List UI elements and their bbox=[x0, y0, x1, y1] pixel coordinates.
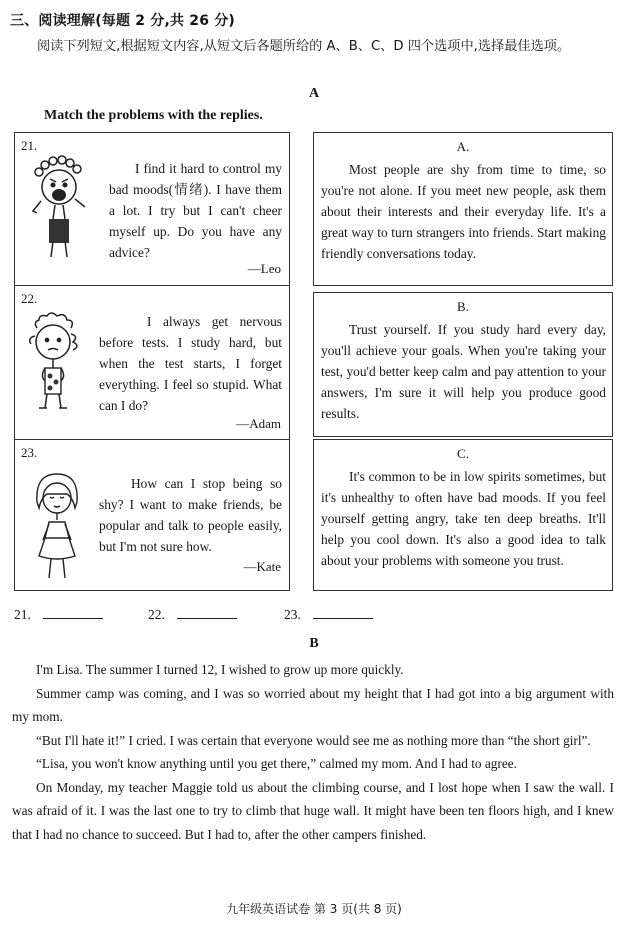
problem-text: I find it hard to control my bad moods(情绪). I have them a lot. I try but I can't cheer myself up. Do you have any advice? bbox=[109, 161, 282, 260]
reply-text: It's common to be in low spirits sometimes, but it's unhealthy to often have bad moods. If you feel yourself getting angry, take ten deep breaths. It'll help you cool down. It's also a good idea to talk about your problems with someone you trust. bbox=[321, 469, 606, 568]
passage-paragraph: Summer camp was coming, and I was so worried about my height that I had got into a big argument with my mom. bbox=[12, 685, 614, 724]
reply-text: Trust yourself. If you study hard every day, you'll achieve your goals. When you're taking your test, you'd better keep calm and pay attention to your answers, I'm sure it will help you produce good results. bbox=[321, 322, 606, 421]
part-a-label: A bbox=[308, 86, 320, 101]
reply-label: C. bbox=[457, 446, 469, 461]
part-b-label: B bbox=[309, 636, 319, 651]
page-footer: 九年级英语试卷 第 3 页(共 8 页) bbox=[226, 902, 402, 916]
problem-signature: —Adam bbox=[236, 416, 281, 431]
problem-box-22 bbox=[14, 285, 290, 440]
answer-number: 21. bbox=[14, 607, 31, 622]
answer-number: 22. bbox=[148, 607, 165, 622]
problem-number: 22. bbox=[21, 291, 38, 306]
passage-b bbox=[12, 658, 614, 846]
answer-21 bbox=[14, 606, 103, 623]
reply-text: Most people are shy from time to time, so you're not alone. If you meet new people, ask them about their interests and their everyday life. It's a great way to turn strangers into friends. Start making friendly conversations today. bbox=[321, 162, 606, 261]
answer-number: 23. bbox=[284, 607, 301, 622]
answer-blank[interactable] bbox=[177, 606, 237, 619]
reply-label: B. bbox=[457, 299, 469, 314]
problem-text: How can I stop being so shy? I want to make friends, be popular and talk to people easily, but I'm not sure how. bbox=[99, 476, 282, 554]
problem-number: 21. bbox=[21, 138, 38, 153]
passage-paragraph: I'm Lisa. The summer I turned 12, I wished to grow up more quickly. bbox=[36, 662, 404, 677]
problem-signature: —Leo bbox=[247, 261, 281, 276]
match-instruction: Match the problems with the replies. bbox=[44, 108, 263, 123]
answer-22 bbox=[148, 606, 237, 623]
problem-signature: —Kate bbox=[243, 559, 281, 574]
section-title: 三、阅读理解(每题 2 分,共 26 分) bbox=[10, 13, 236, 29]
angry-boy-illustration bbox=[23, 155, 95, 263]
problem-box-21 bbox=[14, 132, 290, 286]
nervous-boy-illustration bbox=[17, 308, 91, 418]
passage-paragraph: “But I'll hate it!” I cried. I was certain that everyone would see me as nothing more than “the short girl”. bbox=[36, 732, 591, 748]
answer-23 bbox=[284, 606, 373, 623]
passage-paragraph: “Lisa, you won't know anything until you get there,” calmed my mom. And I had to agree. bbox=[36, 756, 517, 771]
problem-box-23 bbox=[14, 439, 290, 591]
reply-box-c bbox=[313, 439, 613, 591]
problem-text: I always get nervous before tests. I study hard, but when the test starts, I forget everything. I feel so stupid. What can I do? bbox=[99, 314, 282, 413]
shy-girl-illustration bbox=[23, 468, 91, 584]
reply-box-a bbox=[313, 132, 613, 286]
passage-paragraph: On Monday, my teacher Maggie told us about the climbing course, and I lost hope when I saw the wall. I was afraid of it. I was the last one to try to climb that huge wall. It might have been ten floors high, and I knew that I had no chance to succeed. But I had to, after the other campers finished. bbox=[12, 779, 614, 842]
reply-box-b bbox=[313, 292, 613, 437]
answer-blank[interactable] bbox=[313, 606, 373, 619]
answer-blank[interactable] bbox=[43, 606, 103, 619]
problem-number: 23. bbox=[21, 445, 38, 460]
reply-label: A. bbox=[456, 139, 470, 154]
instructions: 阅读下列短文,根据短文内容,从短文后各题所给的 A、B、C、D 四个选项中,选择最佳选项。 bbox=[37, 39, 571, 54]
